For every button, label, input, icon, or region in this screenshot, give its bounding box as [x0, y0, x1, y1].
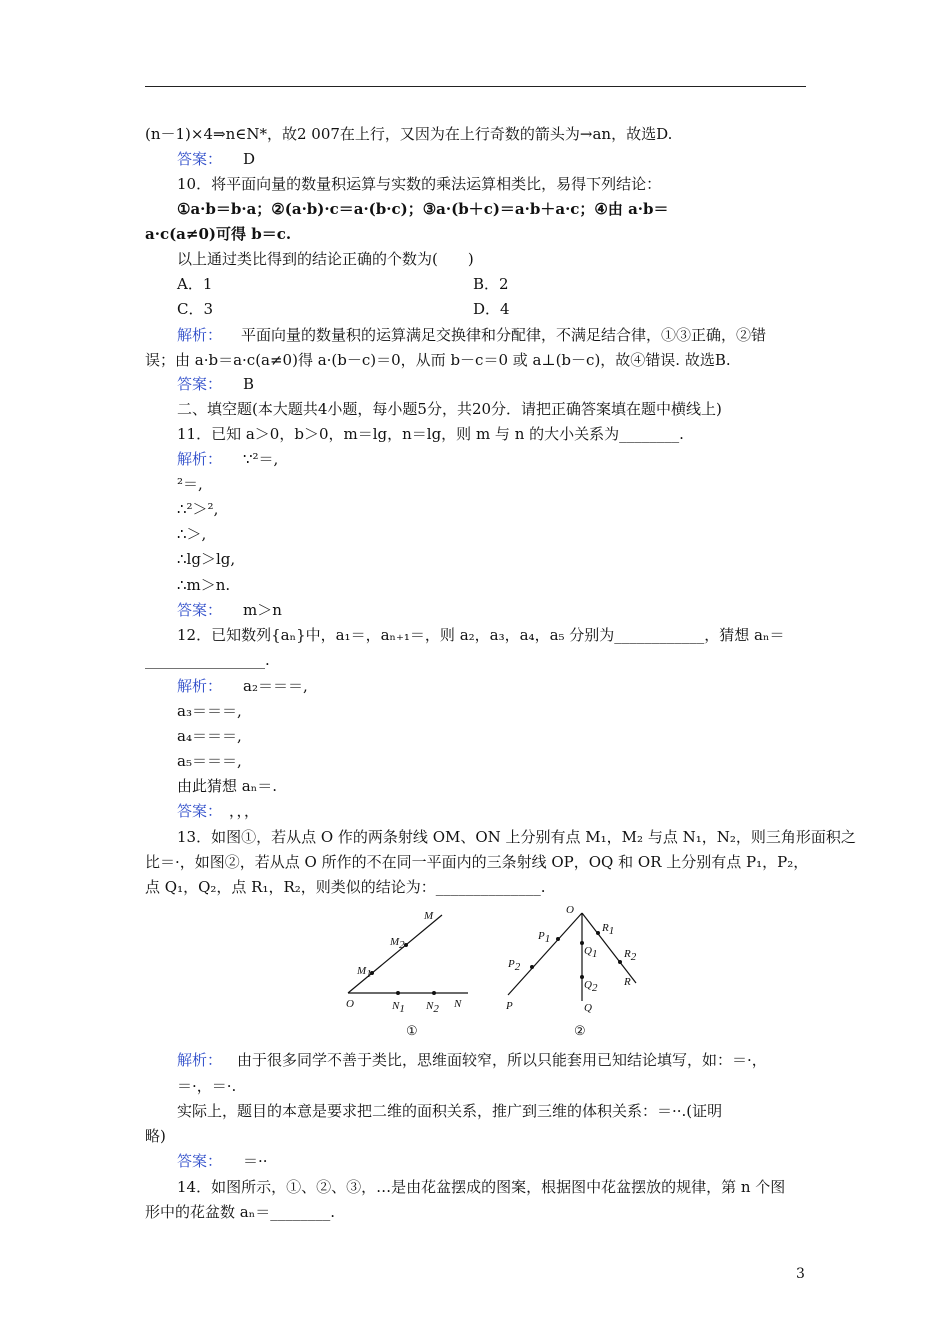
analysis-label: 解析： [177, 677, 223, 695]
text-line: ∴m＞n. [177, 576, 231, 594]
text-line: ∴＞, [177, 525, 207, 543]
svg-text:M2: M2 [390, 936, 405, 951]
text-line: ∴lg＞lg, [177, 550, 236, 568]
analysis-label: 解析： [177, 450, 223, 468]
label-N: N [454, 998, 462, 1010]
text-line: a₄＝＝＝, [177, 727, 242, 745]
point-r2 [618, 960, 622, 964]
text-line: 略) [145, 1127, 166, 1145]
svg-text:P1: P1 [538, 930, 551, 945]
option-c: C．3 [177, 300, 214, 318]
label-O: O [346, 998, 354, 1010]
svg-text:N2: N2 [426, 1000, 439, 1015]
svg-text:Q2: Q2 [584, 979, 598, 994]
analysis-label: 解析： [177, 1051, 223, 1069]
label-Q: Q [584, 1002, 592, 1014]
label-P: P [506, 1000, 513, 1012]
answer-value: B [243, 375, 255, 393]
option-b: B．2 [473, 275, 509, 293]
figure-1-label: ① [406, 1023, 418, 1038]
answer-value: m＞n [243, 601, 282, 619]
ray-om [348, 915, 442, 993]
text-line: a₅＝＝＝, [177, 752, 242, 770]
point-r1 [596, 931, 600, 935]
analysis-text: 平面向量的数量积的运算满足交换律和分配律，不满足结合律，①③正确，②错 [241, 326, 767, 344]
answer-label: 答案： [177, 375, 223, 393]
answer-line [177, 374, 254, 394]
svg-text:R1: R1 [602, 922, 615, 937]
answer-line [177, 801, 259, 821]
text-line: ①a·b＝b·a；②(a·b)·c＝a·(b·c)；③a·(b＋c)＝a·b＋a·c；④由 a·b＝ [177, 200, 669, 218]
answer-value: ＝·· [243, 1152, 268, 1170]
text-line: ²＝, [177, 475, 203, 493]
answer-label: 答案： [177, 601, 223, 619]
answer-value: D [243, 150, 256, 168]
question-10: 10．将平面向量的数量积运算与实数的乘法运算相类比，易得下列结论： [177, 175, 662, 193]
page-number: 3 [796, 1266, 805, 1282]
analysis-text: a₂＝＝＝, [243, 677, 308, 695]
text-line: a₃＝＝＝, [177, 702, 242, 720]
svg-text:Q1: Q1 [584, 945, 598, 960]
answer-label: 答案： [177, 1152, 223, 1170]
point-p1 [556, 937, 560, 941]
figure-2-label: ② [574, 1023, 586, 1038]
text-line: 形中的花盆数 aₙ＝________. [145, 1203, 335, 1221]
text-line: (n－1)×4⇒n∈N*，故2 007在上行，又因为在上行奇数的箭头为→an，故选D. [145, 125, 673, 143]
question-12: 12．已知数列{aₙ}中，a₁＝，aₙ₊₁＝，则 a₂，a₃，a₄，a₅ 分别为____________，猜想 aₙ＝ [177, 626, 785, 644]
text-line: 误；由 a·b＝a·c(a≠0)得 a·(b－c)＝0，从而 b－c＝0 或 a⊥(b－c)，故④错误. 故选B. [145, 351, 731, 369]
answer-line [177, 149, 255, 169]
figure-1 [346, 910, 468, 1038]
analysis-line [177, 1050, 767, 1070]
analysis-line [177, 449, 278, 469]
text-line: ∴²＞², [177, 500, 219, 518]
text-line: 实际上，题目的本意是要求把二维的面积关系，推广到三维的体积关系：＝··.(证明 [177, 1102, 723, 1120]
geometry-figure [330, 895, 650, 1045]
point-n1 [396, 991, 400, 995]
question-11: 11．已知 a＞0，b＞0，m＝lg，n＝lg，则 m 与 n 的大小关系为________. [177, 425, 684, 443]
option-d: D．4 [473, 300, 510, 318]
answer-label: 答案： [177, 150, 223, 168]
text-line: 以上通过类比得到的结论正确的个数为( ) [177, 250, 474, 268]
analysis-label: 解析： [177, 326, 223, 344]
label-O2: O [566, 904, 574, 916]
svg-text:M1: M1 [357, 965, 372, 980]
point-p2 [530, 965, 534, 969]
label-M: M [424, 910, 434, 922]
svg-text:P2: P2 [508, 958, 521, 973]
analysis-line [177, 325, 766, 345]
ray-op [508, 913, 582, 995]
answer-value: ，，， [229, 802, 260, 820]
section-heading: 二、填空题(本大题共4小题，每小题5分，共20分．请把正确答案填在题中横线上) [177, 400, 722, 418]
question-13: 13．如图①，若从点 O 作的两条射线 OM、ON 上分别有点 M₁，M₂ 与点 N₁，N₂，则三角形面积之 [177, 828, 856, 846]
text-line: 比＝·，如图②，若从点 O 所作的不在同一平面内的三条射线 OP，OQ 和 OR 上分别有点 P₁，P₂， [145, 853, 809, 871]
text-line: 点 Q₁，Q₂，点 R₁，R₂，则类似的结论为：______________. [145, 878, 546, 896]
question-14: 14．如图所示，①、②、③，…是由花盆摆成的图案，根据图中花盆摆放的规律，第 n 个图 [177, 1178, 786, 1196]
figure-2 [505, 904, 637, 1038]
svg-text:N1: N1 [392, 1000, 405, 1015]
analysis-line [177, 676, 308, 696]
option-a: A．1 [177, 275, 213, 293]
text-line: ________________. [145, 651, 270, 669]
answer-line [177, 600, 282, 620]
point-n2 [432, 991, 436, 995]
answer-label: 答案： [177, 802, 223, 820]
label-R: R [624, 976, 631, 988]
header-rule [145, 86, 806, 87]
text-line: 由此猜想 aₙ＝. [177, 777, 277, 795]
analysis-text: 由于很多同学不善于类比，思维面较窄，所以只能套用已知结论填写，如：＝·， [237, 1051, 767, 1069]
svg-text:R2: R2 [624, 948, 637, 963]
analysis-text: ∵²＝, [243, 450, 279, 468]
text-line: ＝·，＝·. [177, 1077, 237, 1095]
answer-line [177, 1151, 268, 1171]
text-line: a·c(a≠0)可得 b＝c. [145, 225, 292, 243]
